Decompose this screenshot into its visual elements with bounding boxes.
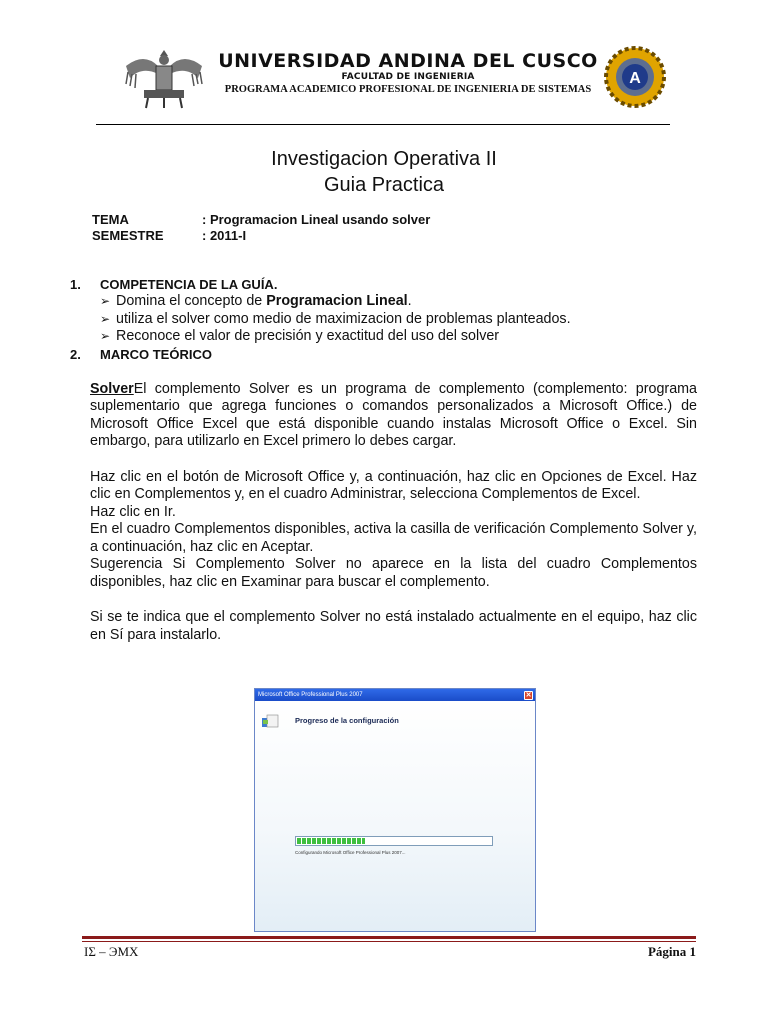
list-item [100, 311, 698, 329]
section-1-title: COMPETENCIA DE LA GUÍA. [100, 277, 278, 292]
section-2-number: 2. [70, 346, 81, 362]
semestre-key: SEMESTRE [92, 228, 164, 243]
arrow-bullet-icon: ➢ [100, 311, 111, 326]
installer-icon [261, 714, 279, 728]
list-item [100, 328, 698, 346]
setup-progress-fill [297, 838, 365, 844]
paragraph-instructions [90, 469, 697, 592]
instruction-3: En el cuadro Complementos disponibles, activa la casilla de verificación Complemento Solver y, a continuación, haz clic en Aceptar. [90, 521, 697, 555]
setup-window-body [255, 701, 535, 931]
semestre-value: : 2011-I [202, 228, 247, 243]
section-1-number: 1. [70, 277, 81, 292]
footer-rule-thin [82, 941, 696, 942]
section-2-title: MARCO TEÓRICO [100, 346, 212, 362]
program-name: PROGRAMA ACADEMICO PROFESIONAL DE INGENIERIA DE SISTEMAS [224, 84, 592, 95]
paragraph-install: Si se te indica que el complemento Solver no está instalado actualmente en el equipo, haz clic en Sí para instalarlo. [90, 609, 697, 643]
bullet-3-text: Reconoce el valor de precisión y exactitud del uso del solver [116, 328, 500, 344]
document-body [70, 276, 698, 644]
close-icon: ✕ [525, 691, 532, 699]
tema-key: TEMA [92, 212, 129, 227]
gear-badge-icon [604, 44, 666, 110]
setup-window-title: Microsoft Office Professional Plus 2007 [258, 692, 363, 698]
title-line-2: Guia Practica [323, 174, 445, 196]
arrow-bullet-icon: ➢ [100, 329, 111, 343]
eagle-crest-icon [124, 44, 204, 110]
setup-status-text: Configurando Microsoft Office Professional Plus 2007... [295, 850, 406, 855]
setup-window-titlebar [255, 689, 535, 701]
document-header [96, 40, 670, 126]
list-item [100, 293, 698, 311]
page-number: Página 1 [647, 944, 696, 959]
bullet-2-text: utiliza el solver como medio de maximizacion de problemas planteados. [116, 310, 571, 327]
instruction-4: Sugerencia Si Complemento Solver no aparece en la lista del cuadro Complementos disponibles, haz clic en Examinar para buscar el complemento. [90, 556, 697, 590]
semestre-row [92, 228, 430, 244]
competency-list [70, 293, 698, 346]
document-title [0, 146, 768, 198]
instruction-1: Haz clic en el botón de Microsoft Office y, a continuación, haz clic en Opciones de Excel. Haz clic en Complementos y, en el cuadro Administrar, selecciona Complementos de Excel. [90, 468, 697, 502]
footer-course-code: IΣ – ЭMX [84, 944, 139, 959]
tema-value: : Programacion Lineal usando solver [202, 212, 431, 227]
tema-row [92, 212, 430, 228]
title-line-1: Investigacion Operativa II [271, 148, 497, 170]
svg-text:A: A [629, 70, 641, 87]
setup-progress-screenshot [254, 688, 536, 932]
arrow-bullet-icon: ➢ [100, 294, 111, 308]
setup-heading: Progreso de la configuración [295, 716, 399, 725]
footer-rule-thick [82, 936, 696, 939]
bullet-1-text: Domina el concepto de Programacion Lineal. [116, 293, 412, 309]
instruction-2: Haz clic en Ir. [90, 503, 176, 520]
university-name: UNIVERSIDAD ANDINA DEL CUSCO [218, 50, 598, 72]
section-2-heading [70, 346, 698, 363]
header-text [216, 50, 600, 96]
setup-progress-bar [295, 836, 493, 846]
guide-meta [92, 212, 430, 244]
solver-term: Solver [90, 380, 134, 397]
paragraph-solver-intro: SolverEl complemento Solver es un programa de complemento (complemento: programa suplementario que agrega funciones o comandos personalizados a Microsoft Office.) de Microsoft Office Excel que está disponible cuando instalas Microsoft Office o Excel. Sin embargo, para utilizarlo en Excel primero lo debes cargar. [90, 380, 697, 449]
faculty-name: FACULTAD DE INGENIERIA [341, 72, 475, 82]
header-rule [96, 124, 670, 125]
section-1-heading [70, 276, 698, 293]
